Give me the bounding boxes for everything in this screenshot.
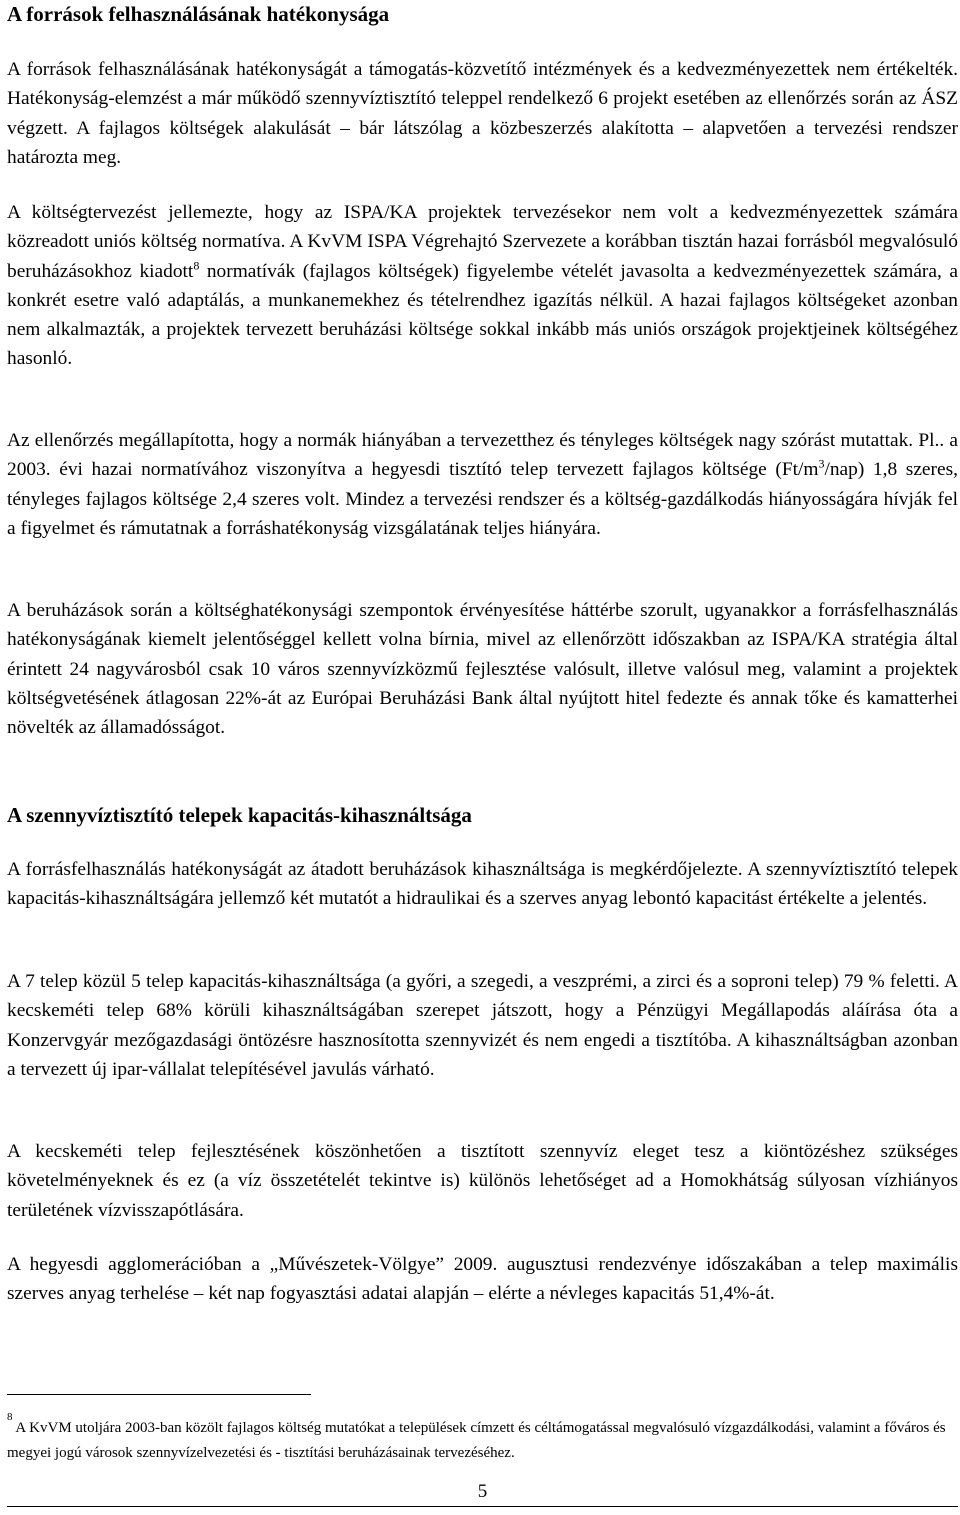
bottom-divider <box>7 1506 958 1507</box>
paragraph-5 <box>7 855 958 914</box>
footnote <box>7 1411 958 1466</box>
section-heading-resource-efficiency: A források felhasználásának hatékonysága <box>7 2 390 26</box>
paragraph-2-text <box>7 198 958 374</box>
paragraph-5-text: A forrásfelhasználás hatékonyságát az átadott beruházások kihasználtsága is megkérdőjelezte. A szennyvíztisztító telepek kapacitás-kihasználtságára jellemző két mutatót a hidraulikai és a szerves anyag lebontó kapacitást értékelte a jelentés. <box>7 859 958 910</box>
footnote-reference: 8 <box>193 258 200 273</box>
paragraph-6-text: A 7 telep közül 5 telep kapacitás-kihasználtsága (a győri, a szegedi, a veszprémi, a zirci és a soproni telep) 79 % feletti. A kecskeméti telep 68% körüli kihasználtságában szerepet játszott, hogy a Pénzügyi Megállapodás aláírása óta a Konzervgyár mezőgazdasági öntözésre hasznosította szennyvizét és nem engedi a tisztítóba. A kihasználtságban azonban a tervezett új ipar-vállalat telepítésével javulás várható. <box>7 971 958 1080</box>
paragraph-2-part-a: A költségtervezést jellemezte, hogy az ISPA/KA projektek tervezésekor nem volt a kedvezményezettek számára közreadott uniós költség normatíva. A KvVM ISPA Végrehajtó Szervezete a korábban tisztán hazai forrásból megvalósuló beruházásokhoz kiadott <box>7 202 958 282</box>
section-heading-capacity-utilization: A szennyvíztisztító telepek kapacitás-kihasználtsága <box>7 803 472 827</box>
paragraph-7-text: A kecskeméti telep fejlesztésének köszönhetően a tisztított szennyvíz eleget tesz a kiöntözéshez szükséges követelményeknek és ez (a víz összetételét tekintve is) különös lehetőséget ad a Homokhátság súlyosan vízhiányos területének vízvisszapótlására. <box>7 1141 958 1221</box>
paragraph-2 <box>7 198 958 374</box>
paragraph-6 <box>7 967 958 1084</box>
paragraph-4 <box>7 596 958 742</box>
paragraph-3 <box>7 426 958 543</box>
paragraph-2-part-b: normatívák (fajlagos költségek) figyelembe vételét javasolta a kedvezményezettek számára, a konkrét esetre való adaptálás, a munkanemekhez és tételrendhez igazítás nélkül. A hazai fajlagos költségeket azonban nem alkalmazták, a projektek tervezett beruházási költsége sokkal inkább más uniós országok projektjeinek költségéhez hasonló. <box>7 260 958 370</box>
paragraph-8-text: A hegyesdi agglomerációban a „Művészetek-Völgye” 2009. augusztusi rendezvénye időszakában a telep maximális szerves anyag terhelése – két nap fogyasztási adatai alapján – elérte a névleges kapacitás 51,4%-át. <box>7 1254 958 1305</box>
paragraph-3-part-a: Az ellenőrzés megállapította, hogy a normák hiányában a tervezetthez és tényleges költségek nagy szórást mutattak. Pl.. a 2003. évi hazai normatívához viszonyítva a hegyesdi tisztító telep tervezett fajlagos költsége (Ft/m <box>7 430 958 481</box>
footnote-divider <box>7 1394 311 1395</box>
footnote-mark: 8 <box>7 1411 13 1423</box>
paragraph-4-text: A beruházások során a költséghatékonysági szempontok érvényesítése háttérbe szorult, ugyanakkor a forrásfelhasználás hatékonyságának kiemelt jelentőséggel kellett volna bírnia, mivel az ellenőrzött időszakban az ISPA/KA stratégia által érintett 24 nagyvárosból csak 10 város szennyvízközmű fejlesztése valósult, illetve valósul meg, valamint a projektek költségvetésének átlagosan 22%-át az Európai Beruházási Bank által nyújtott hitel fedezte és annak tőke és kamatterhei növelték az államadósságot. <box>7 600 958 739</box>
paragraph-1 <box>7 55 958 172</box>
superscript-exponent: 3 <box>818 456 825 471</box>
footnote-text: A KvVM utoljára 2003-ban közölt fajlagos költség mutatókat a települések címzett és céltámogatással megvalósuló vízgazdálkodási, valamint a főváros és megyei jogú városok szennyvízelvezetési és - tisztítási beruházásainak tervezéséhez. <box>7 1420 946 1461</box>
paragraph-3-part-b: /nap) 1,8 szeres, tényleges fajlagos költsége 2,4 szeres volt. Mindez a tervezési rendszer és a költség-gazdálkodás hiányosságára hívják fel a figyelmet és rámutatnak a forráshatékonyság vizsgálatának teljes hiányára. <box>7 459 958 539</box>
paragraph-3-text <box>7 426 958 543</box>
paragraph-7 <box>7 1137 958 1225</box>
page-number: 5 <box>477 1481 488 1502</box>
paragraph-1-text: A források felhasználásának hatékonyságát a támogatás-közvetítő intézmények és a kedvezményezettek nem értékelték. Hatékonyság-elemzést a már működő szennyvíztisztító teleppel rendelkező 6 projekt esetében az ellenőrzés során az ÁSZ végzett. A fajlagos költségek alakulását – bár látszólag a közbeszerzés alakította – alapvetően a tervezési rendszer határozta meg. <box>7 59 958 168</box>
paragraph-8 <box>7 1250 958 1309</box>
